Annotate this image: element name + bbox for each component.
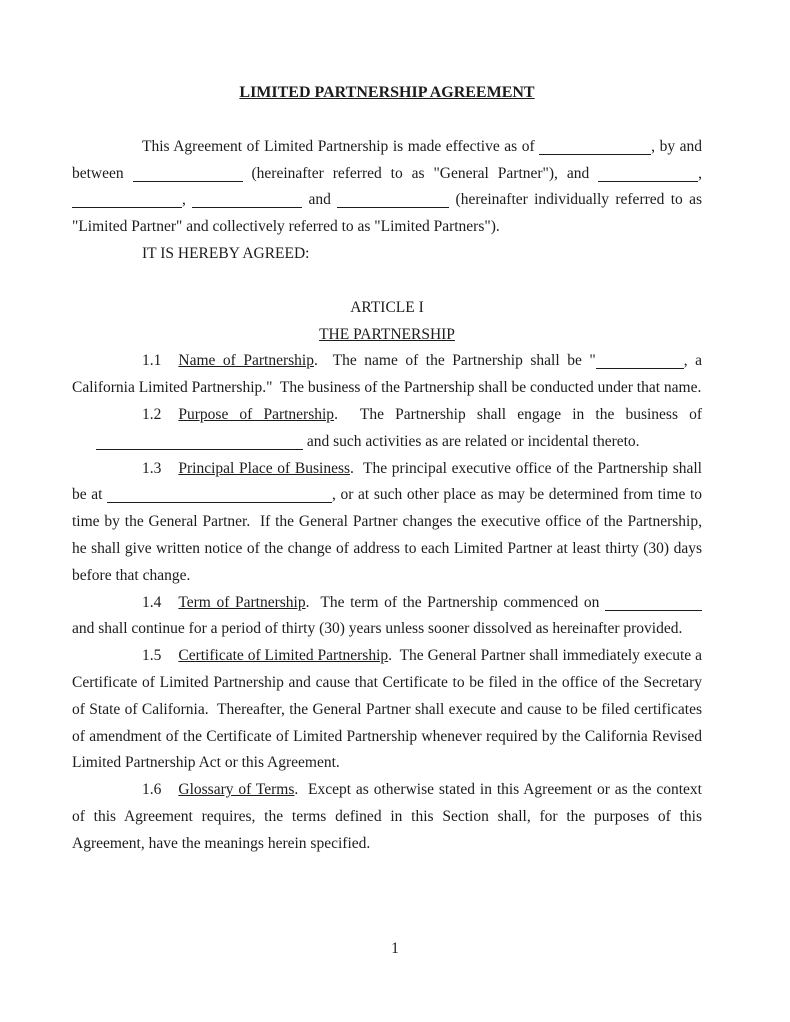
intro-text-7: (hereinafter individually referred to as "Limited Partner" and collectively referred to as "Limited Partners"). xyxy=(72,191,706,236)
section-body-pre: . The term of the Partnership commenced on xyxy=(305,593,605,611)
blank-field-commencement-date xyxy=(605,591,702,611)
section-1-6 xyxy=(72,777,706,857)
section-heading: Purpose of Partnership xyxy=(178,405,335,423)
blank-field-limited-partner-3 xyxy=(192,188,302,208)
section-heading: Glossary of Terms xyxy=(178,781,295,799)
article-1-subheading-text: THE PARTNERSHIP xyxy=(319,325,455,343)
page-number: 1 xyxy=(391,940,399,957)
blank-field-office-address xyxy=(107,483,332,503)
section-body-pre: . The principal executive office of the Partnership shall be at xyxy=(72,459,706,504)
section-body-pre: . The name of the Partnership shall be " xyxy=(313,352,596,370)
blank-field-general-partner xyxy=(133,162,243,182)
document-title: LIMITED PARTNERSHIP AGREEMENT xyxy=(239,84,535,101)
section-body: . The General Partner shall immediately execute a Certificate of Limited Partnership and cause that Certificate to be filed in the office of the Secretary of State of California. Thereafter, the General Partner shall execute and cause to be filed certificates of amendment of the Certificate of Limited Partnership whenever required by the California Revised Limited Partnership Act or this Agreement. xyxy=(72,647,706,772)
section-body-pre: . The Partnership shall engage in the business of xyxy=(334,405,706,423)
blank-field-limited-partner-4 xyxy=(337,188,449,208)
intro-text-3: (hereinafter referred to as "General Partner"), and xyxy=(242,164,599,182)
section-heading: Certificate of Limited Partnership xyxy=(178,647,389,665)
section-heading: Term of Partnership xyxy=(178,593,306,611)
section-body-post: and such activities as are related or incidental thereto. xyxy=(303,432,640,450)
blank-field-limited-partner-2 xyxy=(72,188,182,208)
section-number: 1.5 xyxy=(142,647,162,665)
section-1-5 xyxy=(72,643,706,777)
section-body: . Except as otherwise stated in this Agreement or as the context of this Agreement requires, the terms defined in this Section shall, for the purposes of this Agreement, have the meanings herein specified. xyxy=(72,781,706,852)
agreed-clause: IT IS HEREBY AGREED: xyxy=(142,244,310,262)
section-1-1 xyxy=(72,348,706,402)
intro-text-4: , xyxy=(698,164,706,182)
section-number: 1.2 xyxy=(142,405,162,423)
section-body-post: and shall continue for a period of thirty (30) years unless sooner dissolved as hereinafter provided. xyxy=(72,593,706,638)
section-number: 1.4 xyxy=(142,593,162,611)
section-number: 1.6 xyxy=(142,781,162,799)
intro-paragraph xyxy=(72,134,706,241)
blank-field-partnership-name xyxy=(596,349,684,369)
section-1-2 xyxy=(72,402,706,456)
section-1-4 xyxy=(72,590,706,644)
section-heading: Principal Place of Business xyxy=(178,459,351,477)
intro-text-6: and xyxy=(302,191,338,209)
section-body-post: , a California Limited Partnership." The business of the Partnership shall be conducted under that name. xyxy=(72,352,706,397)
blank-field-limited-partner-1 xyxy=(598,162,698,182)
section-number: 1.1 xyxy=(142,352,162,370)
section-body-post: , or at such other place as may be determined from time to time by the General Partner. If the General Partner changes the executive office of the Partnership, he shall give written notice of the change of address to each Limited Partner at least thirty (30) days before that change. xyxy=(72,486,706,584)
intro-text-5: , xyxy=(182,191,193,209)
blank-field-effective-date xyxy=(539,135,651,155)
blank-field-business-purpose xyxy=(96,430,303,450)
section-heading: Name of Partnership xyxy=(178,352,314,370)
section-1-3 xyxy=(72,456,706,590)
intro-text-2: , by and between xyxy=(72,137,706,182)
intro-text-1: This Agreement of Limited Partnership is made effective as of xyxy=(142,137,540,155)
article-1-heading: ARTICLE I xyxy=(350,298,424,316)
article-1-subheading xyxy=(72,322,702,349)
section-number: 1.3 xyxy=(142,459,162,477)
